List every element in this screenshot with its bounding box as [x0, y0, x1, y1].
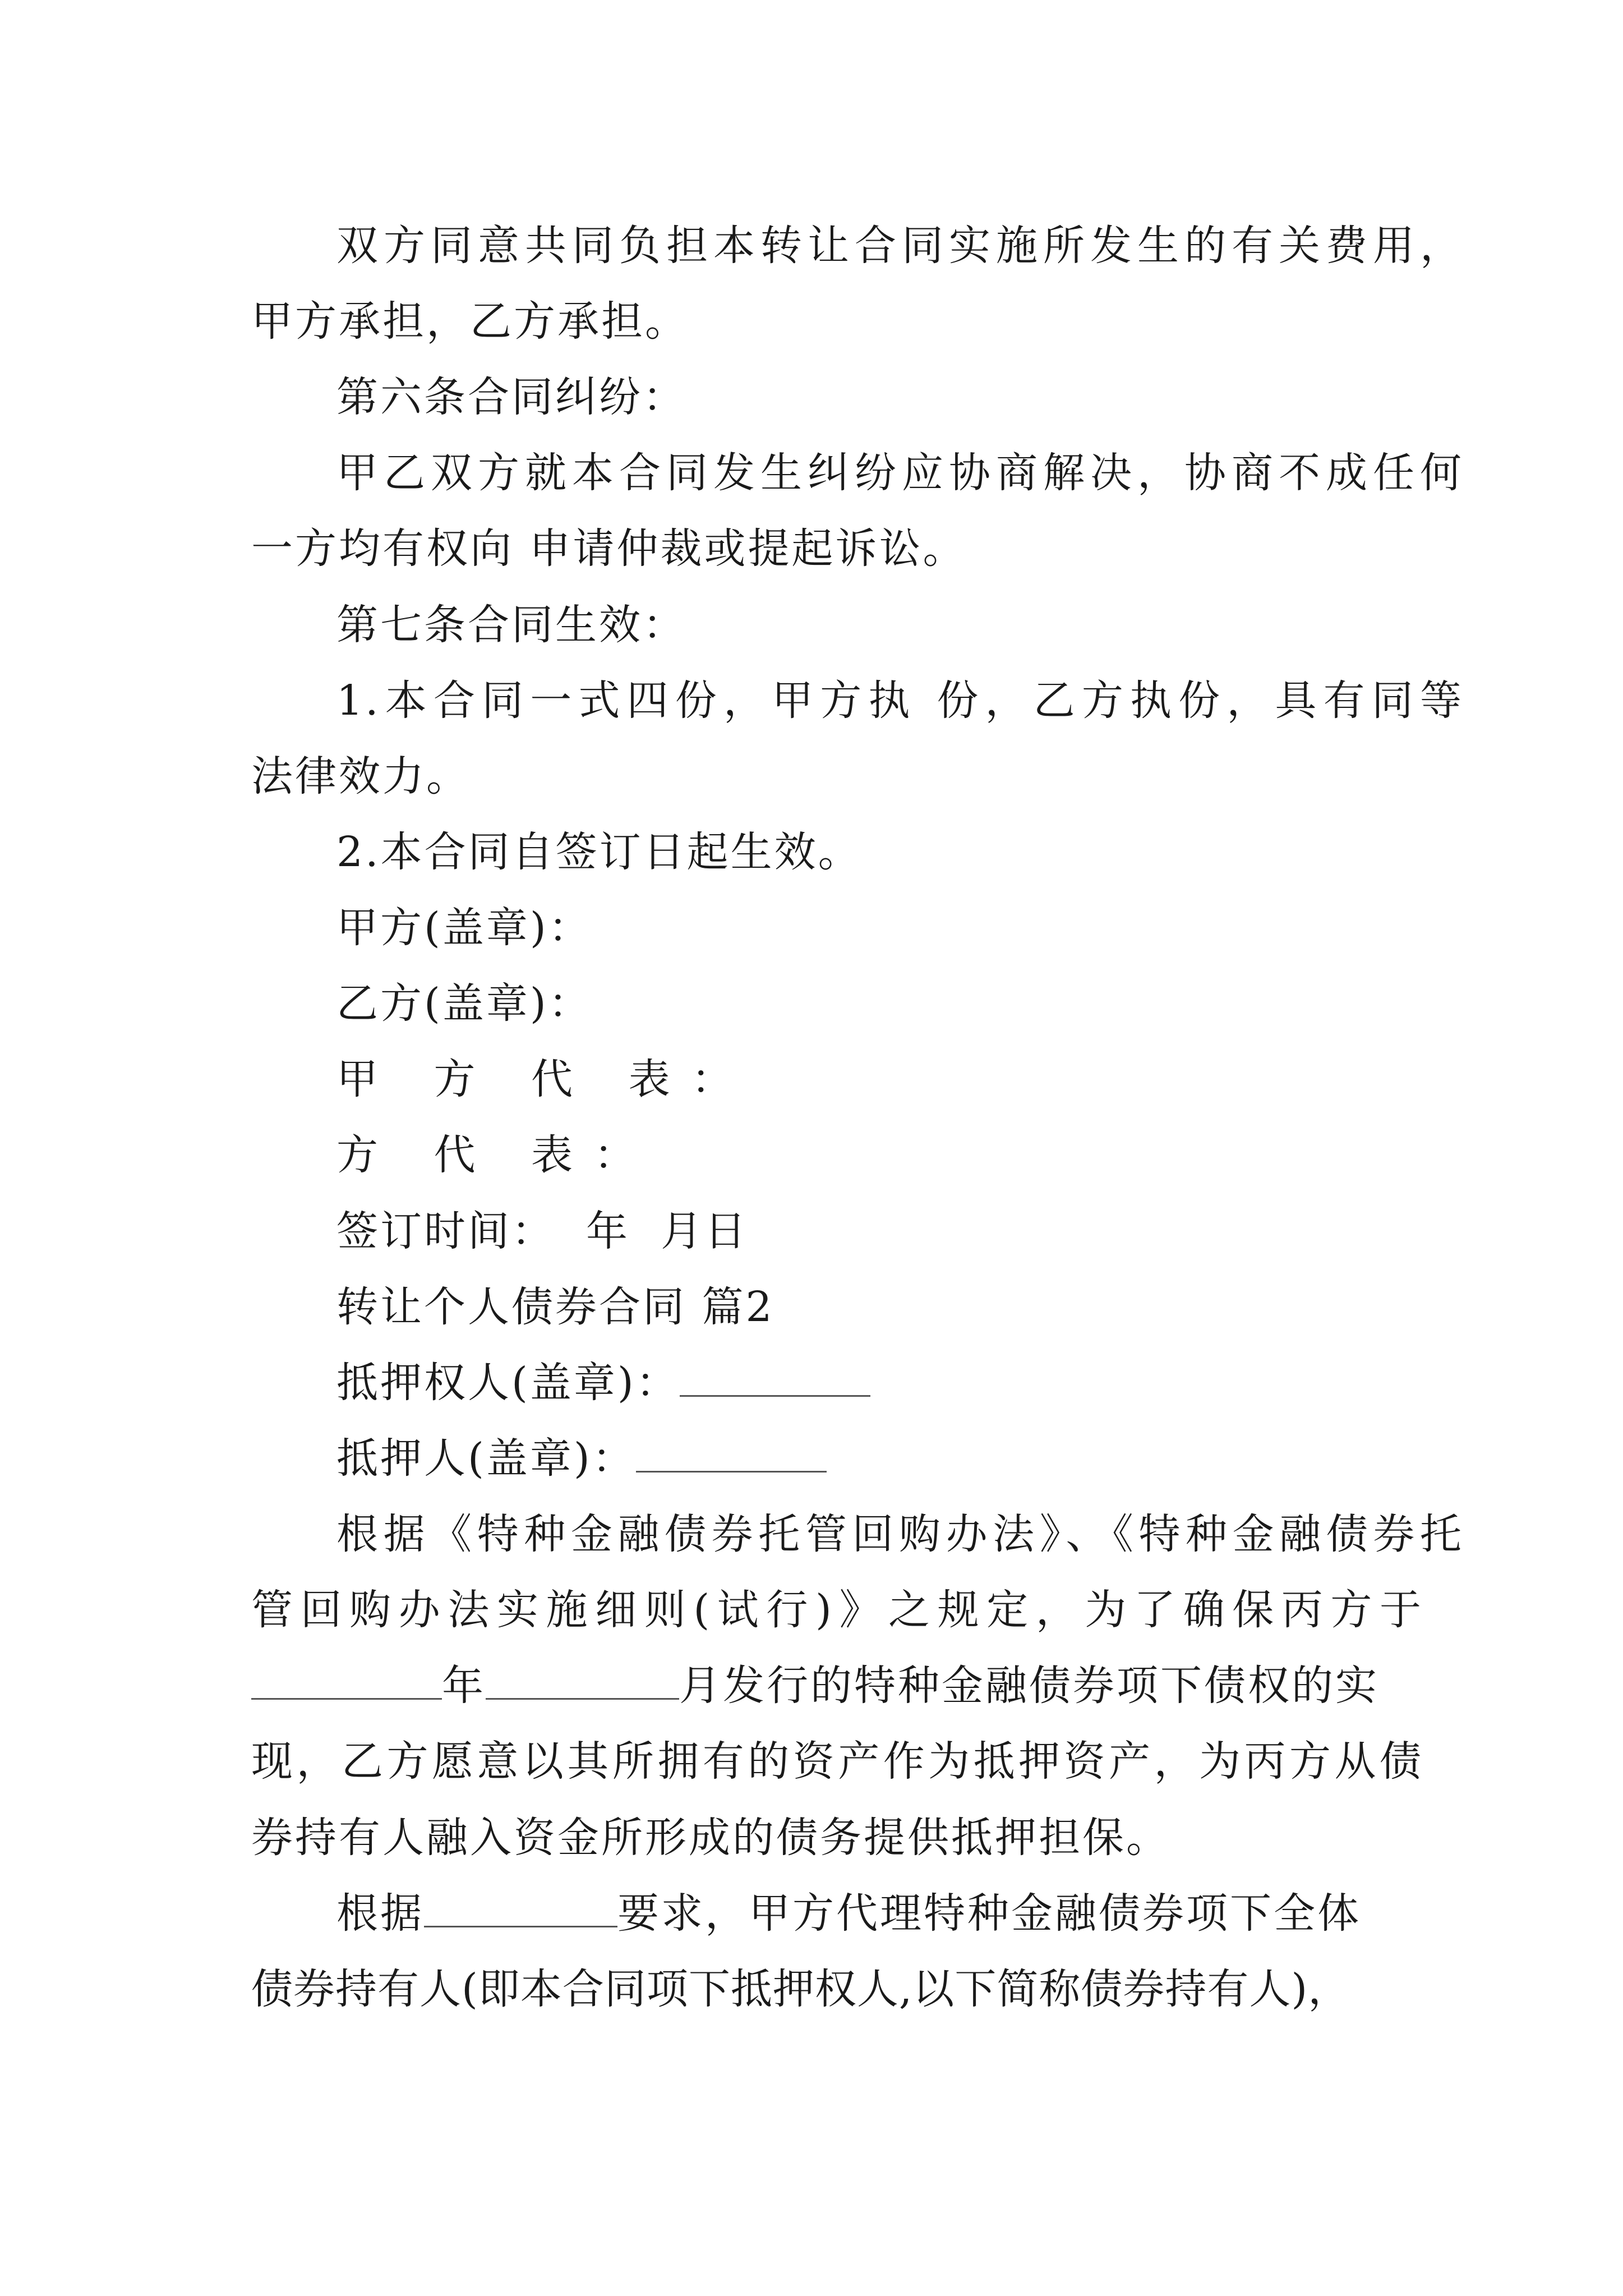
basis-line-3-text: 月发行的特种金融债券项下债权的实: [679, 1662, 1379, 1710]
section-title: 转让个人债券合同 篇2: [336, 1283, 774, 1331]
paragraph-line-1: 双方同意共同负担本转让合同实施所发生的有关费用，: [336, 222, 1464, 270]
clause-1-line-1: 1.本合同一式四份，甲方执 份，乙方执份，具有同等: [336, 677, 1464, 725]
mortgagee-seal-label: 抵押权人(盖章)：: [336, 1359, 680, 1407]
mortgagor-seal-line: [336, 1433, 827, 1484]
clause-2: 2.本合同自签订日起生效。: [336, 828, 862, 876]
basis-line-5: 券持有人融入资金所形成的债务提供抵押担保。: [251, 1814, 1170, 1862]
paragraph-line-5: 一方均有权向 申请仲裁或提起诉讼。: [251, 524, 967, 573]
agency-line-1: [336, 1888, 1361, 1939]
basis-line-3: [251, 1660, 1379, 1711]
mortgagee-blank: [680, 1360, 870, 1397]
party-a-representative-line: 甲 方 代 表：: [336, 1055, 754, 1103]
basis-line-4: 现，乙方愿意以其所拥有的资产作为抵押资产，为丙方从债: [251, 1737, 1423, 1786]
mortgagee-seal-line: [336, 1358, 870, 1408]
month-blank: [486, 1663, 679, 1700]
article-6-heading: 第六条合同纠纷：: [336, 373, 686, 421]
basis-line-1: 根据《特种金融债券托管回购办法》、《特种金融债券托: [336, 1510, 1464, 1558]
agency-line-2: 债券持有人(即本合同项下抵押权人,以下简称债券持有人)，: [251, 1965, 1350, 2013]
year-blank: [251, 1663, 442, 1700]
year-label: 年: [442, 1662, 486, 1710]
signing-date-line: 签订时间： 年 月日: [336, 1207, 749, 1255]
party-representative-line: 方 代 表：: [336, 1131, 657, 1179]
agency-line-1-prefix: 根据: [336, 1889, 424, 1938]
party-b-seal-line: 乙方(盖章)：: [336, 979, 592, 1028]
requirement-blank: [424, 1891, 617, 1927]
paragraph-line-4: 甲乙双方就本合同发生纠纷应协商解决，协商不成任何: [336, 449, 1464, 497]
agency-line-1-text: 要求，甲方代理特种金融债券项下全体: [617, 1889, 1361, 1938]
party-a-seal-line: 甲方(盖章)：: [336, 904, 592, 952]
article-7-heading: 第七条合同生效：: [336, 601, 686, 649]
paragraph-line-2: 甲方承担，乙方承担。: [251, 297, 689, 346]
basis-line-2: 管回购办法实施细则(试行)》之规定，为了确保丙方于: [251, 1586, 1423, 1634]
clause-1-line-2: 法律效力。: [251, 752, 470, 800]
mortgagor-seal-label: 抵押人(盖章)：: [336, 1434, 636, 1483]
mortgagor-blank: [636, 1436, 827, 1473]
